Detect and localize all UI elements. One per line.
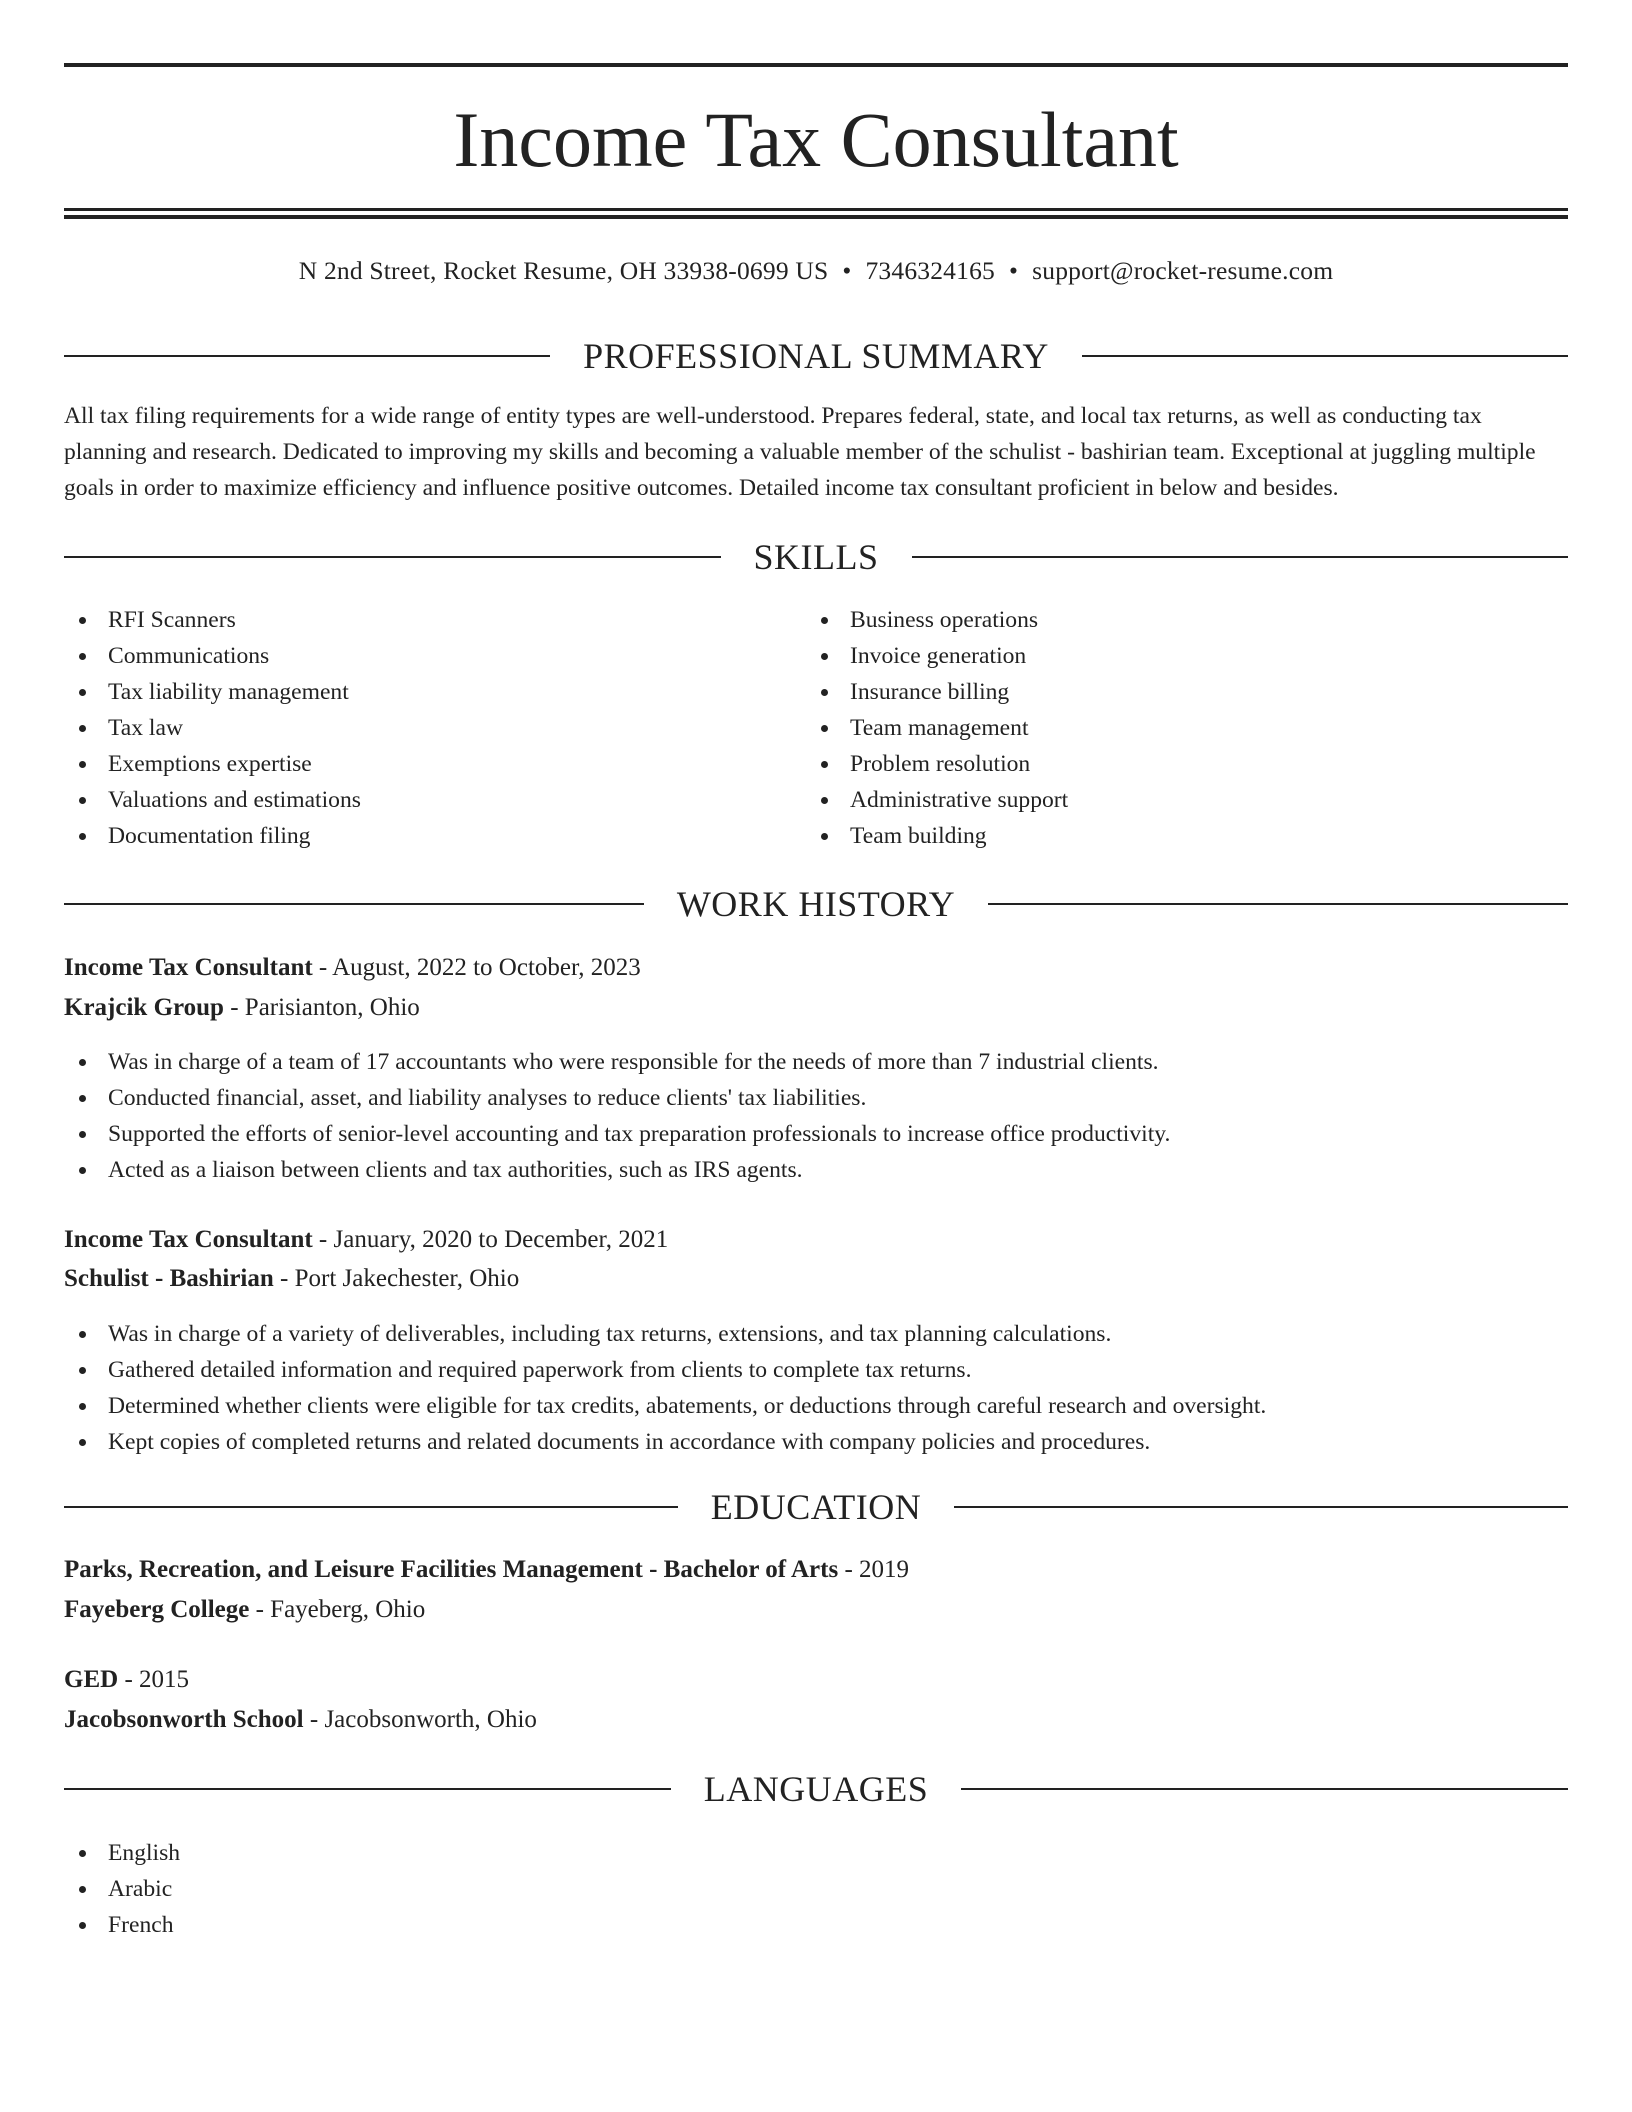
language-item: English — [64, 1835, 1568, 1871]
education-school-line — [64, 1702, 1568, 1738]
job-company: Krajcik Group — [64, 994, 224, 1021]
job-location: - Port Jakechester, Ohio — [273, 1265, 520, 1292]
section-rule — [954, 1506, 1568, 1508]
duty-item: Determined whether clients were eligible for tax credits, abatements, or deductions through careful research and oversight. — [64, 1388, 1568, 1424]
job-dates: - January, 2020 to December, 2021 — [312, 1226, 669, 1253]
contact-separator: • — [842, 256, 852, 285]
header-bottom-rule — [64, 208, 1568, 211]
education-location: - Fayeberg, Ohio — [249, 1596, 426, 1623]
job-title-line — [64, 1222, 1568, 1258]
languages-section-header — [64, 1767, 1568, 1811]
job-location: - Parisianton, Ohio — [223, 994, 420, 1021]
skills-column-left — [64, 602, 764, 854]
section-rule — [64, 355, 550, 357]
summary-section-header — [64, 334, 1568, 378]
section-rule — [1082, 355, 1568, 357]
job-duties — [64, 1316, 1568, 1460]
education-degree-line — [64, 1662, 1568, 1698]
duty-item: Gathered detailed information and required paperwork from clients to complete tax returns. — [64, 1352, 1568, 1388]
section-rule — [64, 556, 721, 558]
job-company-line — [64, 990, 1568, 1026]
contact-separator: • — [1008, 256, 1019, 285]
education-year: - 2015 — [118, 1666, 190, 1693]
education-location: - Jacobsonworth, Ohio — [303, 1706, 537, 1733]
skill-item: Team management — [806, 710, 1506, 746]
job-company: Schulist - Bashirian — [64, 1265, 274, 1292]
section-title: LANGUAGES — [703, 1769, 929, 1809]
section-title: PROFESSIONAL SUMMARY — [583, 336, 1049, 376]
section-rule — [64, 1788, 671, 1790]
duty-item: Conducted financial, asset, and liability analyses to reduce clients' tax liabilities. — [64, 1080, 1568, 1116]
job-company-line — [64, 1261, 1568, 1297]
skill-item: Tax law — [64, 710, 764, 746]
education-school: Jacobsonworth School — [64, 1706, 304, 1733]
summary-text: All tax filing requirements for a wide range of entity types are well-understood. Prepares federal, state, and local tax returns, as well as conducting tax planning and research. Dedicated to improving my skills and becoming a valuable member of the schulist - bashirian team. Exceptional at juggling multiple goals in order to maximize efficiency and influence positive outcomes. Detailed income tax consultant proficient in below and besides. — [64, 403, 1536, 501]
skill-item: Business operations — [806, 602, 1506, 638]
job-dates: - August, 2022 to October, 2023 — [312, 954, 641, 981]
skill-item: Tax liability management — [64, 674, 764, 710]
language-item: French — [64, 1907, 1568, 1943]
section-rule — [64, 1506, 678, 1508]
section-title: WORK HISTORY — [676, 884, 956, 924]
education-degree: GED — [64, 1666, 119, 1693]
language-item: Arabic — [64, 1871, 1568, 1907]
header-bottom-rule-double — [64, 215, 1568, 219]
job-title: Income Tax Consultant — [64, 954, 313, 981]
skill-item: RFI Scanners — [64, 602, 764, 638]
duty-item: Was in charge of a team of 17 accountants who were responsible for the needs of more than 7 industrial clients. — [64, 1044, 1568, 1080]
contact-address: N 2nd Street, Rocket Resume, OH 33938-0699 US — [298, 256, 829, 285]
skill-item: Documentation filing — [64, 818, 764, 854]
languages-list — [64, 1835, 1568, 1943]
education-year: - 2019 — [838, 1556, 910, 1583]
section-rule — [912, 556, 1569, 558]
duty-item: Acted as a liaison between clients and tax authorities, such as IRS agents. — [64, 1152, 1568, 1188]
skills-column-right — [806, 602, 1506, 854]
resume-name: Income Tax Consultant — [453, 96, 1179, 183]
skill-item: Valuations and estimations — [64, 782, 764, 818]
education-school: Fayeberg College — [64, 1596, 250, 1623]
skill-item: Administrative support — [806, 782, 1506, 818]
skill-item: Communications — [64, 638, 764, 674]
job-title-line — [64, 950, 1568, 986]
education-school-line — [64, 1592, 1568, 1628]
duty-item: Was in charge of a variety of deliverables, including tax returns, extensions, and tax planning calculations. — [64, 1316, 1568, 1352]
contact-line — [64, 254, 1568, 288]
skill-item: Team building — [806, 818, 1506, 854]
section-rule — [988, 903, 1568, 905]
section-title: EDUCATION — [710, 1487, 922, 1527]
section-rule — [961, 1788, 1568, 1790]
contact-email: support@rocket-resume.com — [1032, 256, 1334, 285]
skill-item: Problem resolution — [806, 746, 1506, 782]
education-degree-line — [64, 1552, 1568, 1588]
education-degree: Parks, Recreation, and Leisure Facilities Management - Bachelor of Arts — [64, 1556, 839, 1583]
skill-item: Insurance billing — [806, 674, 1506, 710]
education-section-header — [64, 1485, 1568, 1529]
skill-item: Exemptions expertise — [64, 746, 764, 782]
work-section-header — [64, 882, 1568, 926]
contact-phone: 7346324165 — [865, 256, 995, 285]
duty-item: Supported the efforts of senior-level accounting and tax preparation professionals to increase office productivity. — [64, 1116, 1568, 1152]
section-title: SKILLS — [753, 537, 879, 577]
section-rule — [64, 903, 644, 905]
skill-item: Invoice generation — [806, 638, 1506, 674]
header-top-rule — [64, 63, 1568, 67]
skills-section-header — [64, 535, 1568, 579]
duty-item: Kept copies of completed returns and related documents in accordance with company policies and procedures. — [64, 1424, 1568, 1460]
job-duties — [64, 1044, 1568, 1188]
job-title: Income Tax Consultant — [64, 1226, 313, 1253]
